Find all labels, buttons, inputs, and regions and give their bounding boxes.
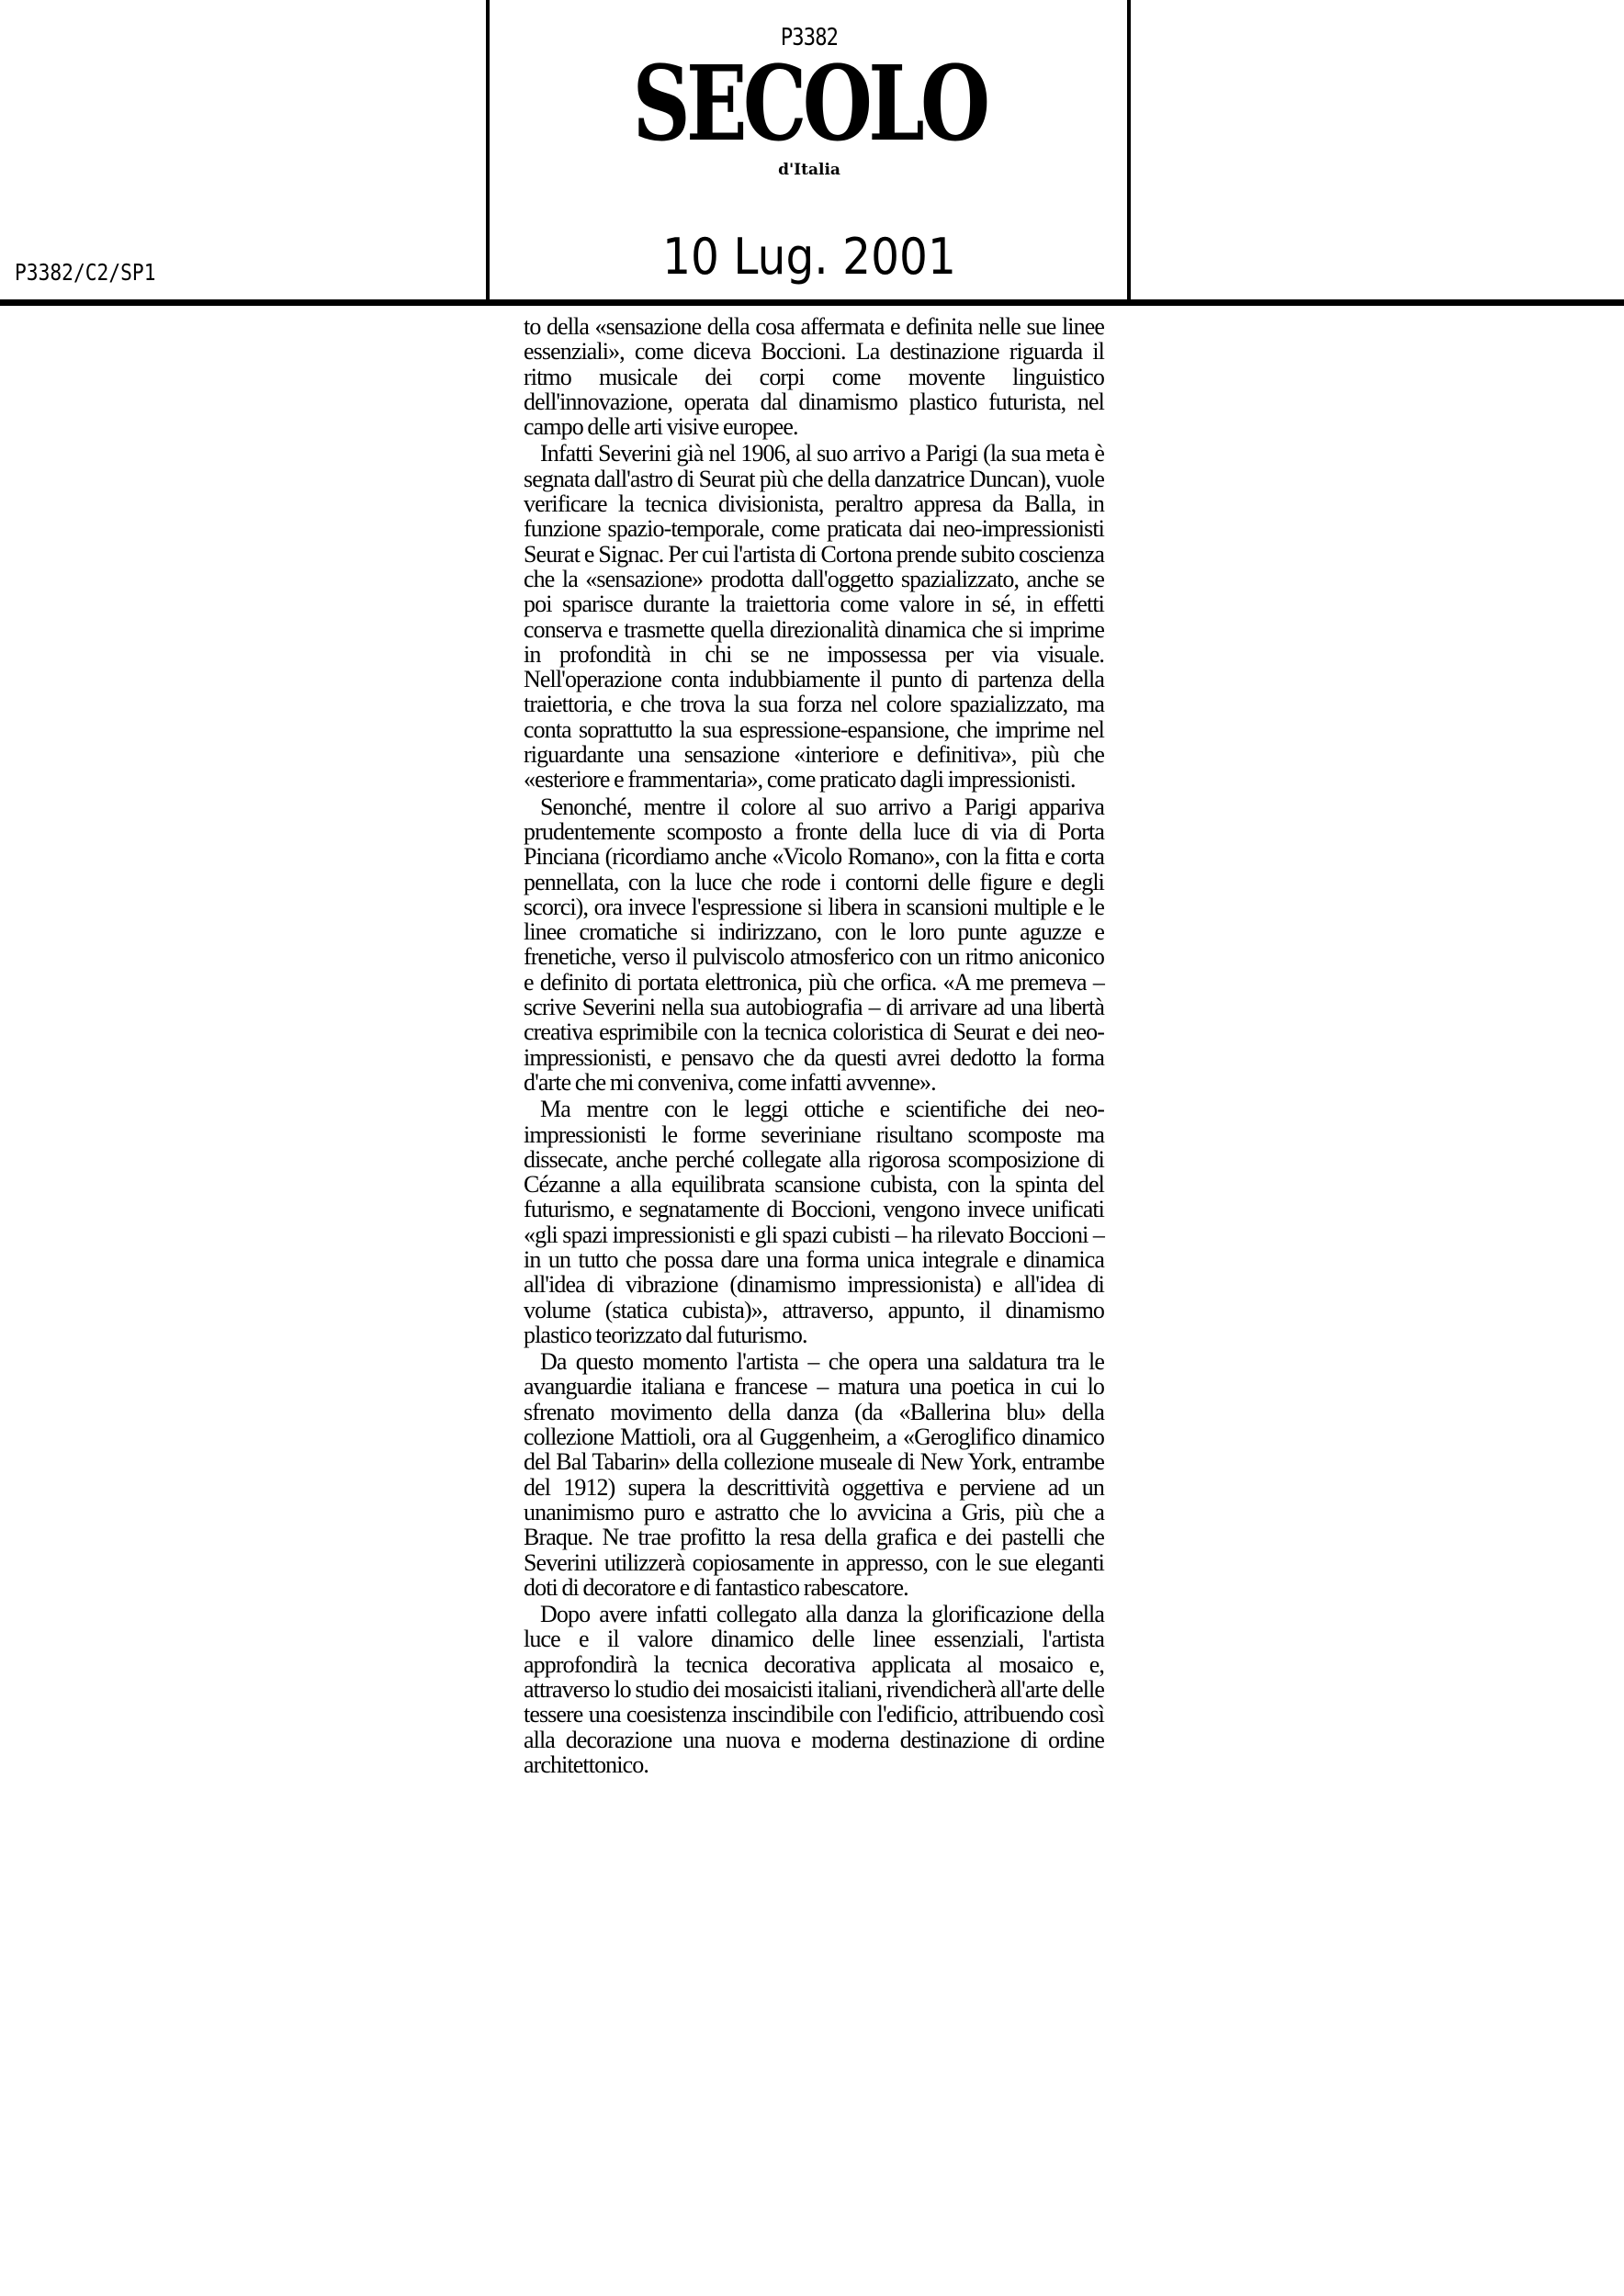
article-paragraph: Senonché, mentre il colore al suo arrivo a Parigi appariva prudentemente scomposto a fronte della luce di via di Porta Pinciana (ricordiamo anche «Vicolo Romano», con la fitta e corta pennellata, con la luce che rode i contorni delle figure e degli scorci), ora invece l'espressione si libera in scansioni multiple e le linee cromatiche si indirizzano, con le loro punte aguzze e frenetiche, verso il pulviscolo atmosferico con un ritmo aniconico e definito di portata elettronica, più che orfica. «A me premeva – scrive Severini nella sua autobiografia – di arrivare ad una libertà creativa esprimibile con la tecnica coloristica di Seurat e dei neo-impressionisti, e pensavo che da questi avrei dedotto la forma d'arte che mi conveniva, come infatti avvenne». [524, 793, 1104, 1096]
publication-date: 10 Lug. 2001 [662, 228, 956, 286]
article-paragraph: Ma mentre con le leggi ottiche e scientifiche dei neo-impressionisti le forme severiniane risultano scomposte ma dissecate, anche perché collegate alla rigorosa scomposizione di Cézanne a alla equilibrata scansione cubista, con la spinta del futurismo, e segnatamente di Boccioni, vengono invece unificati «gli spazi impressionisti e gli spazi cubisti – ha rilevato Boccioni – in un tutto che possa dare una forma unica integrale e dinamica all'idea di vibrazione (dinamismo impressionista) e all'idea di volume (statica cubista)», attraverso, appunto, il dinamismo plastico teorizzato dal futurismo. [524, 1096, 1104, 1348]
header-divider-right [1127, 0, 1131, 303]
header-rule [0, 299, 1624, 306]
article-body [524, 314, 1104, 1779]
article-paragraph: Da questo momento l'artista – che opera una saldatura tra le avanguardie italiana e francese – matura una poetica in cui lo sfrenato movimento della danza (da «Ballerina blu» della collezione Mattioli, ora al Guggenheim, a «Geroglifico dinamico del Bal Tabarin» della collezione museale di New York, entrambe del 1912) supera la descrittività oggettiva e perviene ad un unanimismo puro e astratto che lo avvicina a Gris, più che a Braque. Ne trae profitto la resa della grafica e dei pastelli che Severini utilizzerà copiosamente in appresso, con le sue eleganti doti di decoratore e di fantastico rabescatore. [524, 1348, 1104, 1601]
archive-code-left: P3382/C2/SP1 [15, 259, 156, 286]
archive-code-top: P3382 [780, 24, 839, 51]
article-paragraph: to della «sensazione della cosa affermata e definita nelle sue linee essenziali», come diceva Boccioni. La destinazione riguarda il ritmo musicale dei corpi come movente linguistico dell'innovazione, operata dal dinamismo plastico futurista, nel campo delle arti visive europee. [524, 313, 1104, 441]
article-paragraph: Infatti Severini già nel 1906, al suo arrivo a Parigi (la sua meta è segnata dall'astro di Seurat più che della danzatrice Duncan), vuole verificare la tecnica divisionista, peraltro appresa da Balla, in funzione spazio-temporale, come praticata dai neo-impressionisti Seurat e Signac. Per cui l'artista di Cortona prende subito coscienza che la «sensazione» prodotta dall'oggetto spazializzato, anche se poi sparisce durante la traiettoria come valore in sé, in effetti conserva e trasmette quella direzionalità dinamica che si imprime in profondità in chi se ne impossessa per via visuale. Nell'operazione conta indubbiamente il punto di partenza della traiettoria, e che trova la sua forza nel colore spazializzato, ma conta soprattutto la sua espressione-espansione, che imprime nel riguardante una sensazione «interiore e definitiva», più che «esteriore e frammentaria», come praticato dagli impressionisti. [524, 440, 1104, 793]
newspaper-logo-subtitle: d'Italia [778, 161, 840, 179]
header-divider-left [486, 0, 490, 303]
article-paragraph: Dopo avere infatti collegato alla danza la glorificazione della luce e il valore dinamico delle linee essenziali, l'artista approfondirà la tecnica decorativa applicata al mosaico e, attraverso lo studio dei mosaicisti italiani, rivendicherà all'arte delle tessere una coesistenza inscindibile con l'edificio, attribuendo così alla decorazione una nuova e moderna destinazione di ordine architettonico. [524, 1601, 1104, 1778]
newspaper-logo: SECOLO [632, 44, 987, 164]
